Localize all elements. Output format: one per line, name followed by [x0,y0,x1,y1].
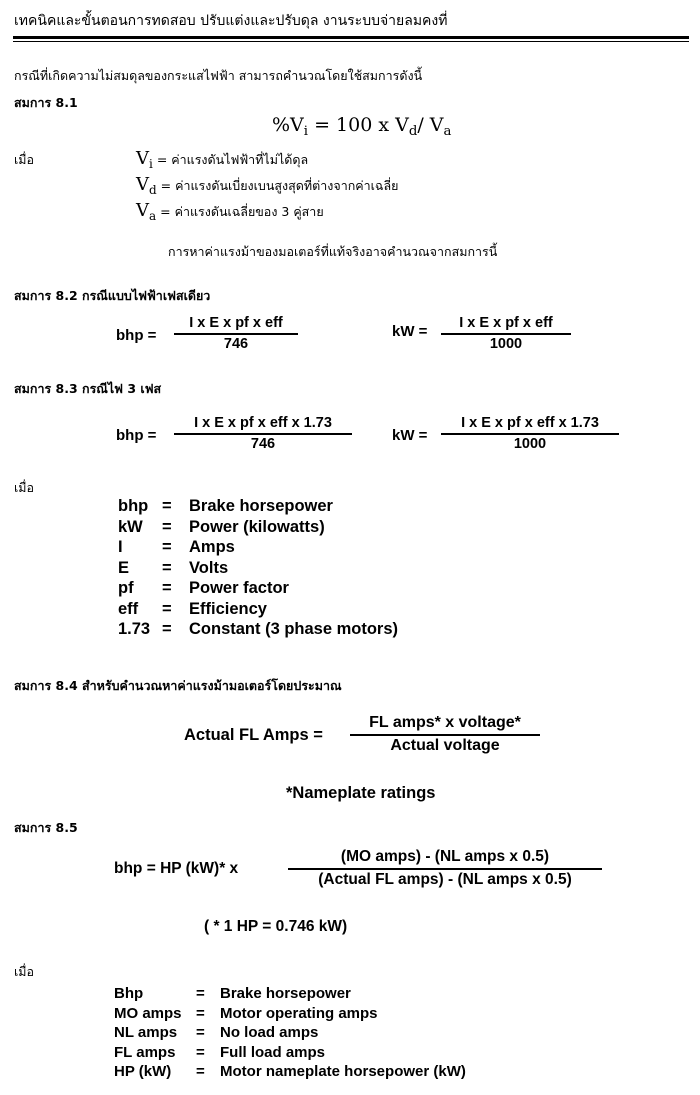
eq85-lhs: bhp = HP (kW)* x [114,860,239,877]
definition-row: E = Volts [118,558,229,577]
eq81-note: การหาค่าแรงม้าของมอเตอร์ที่แท้จริงอาจคำนวณจากสมการนี้ [168,244,498,259]
eq82-bhp-denominator: 746 [223,336,249,352]
definition-row: NL amps = No load amps [114,1024,319,1041]
definition-row: eff = Efficiency [118,599,267,618]
eq85-denominator: (Actual FL amps) - (NL amps x 0.5) [318,871,572,888]
eq82-kw-lhs: kW = [392,323,428,340]
definition-row: 1.73 = Constant (3 phase motors) [118,620,399,638]
definition-row: Bhp = Brake horsepower [114,985,351,1002]
eq83-bhp-numerator: I x E x pf x eff x 1.73 [174,415,352,435]
definition-row: FL amps = Full load amps [114,1043,326,1061]
eq83-kw-lhs: kW = [392,427,428,444]
eq85-where-label: เมื่อ [14,964,35,979]
eq83-where-label: เมื่อ [14,480,35,495]
eq83-kw-denominator: 1000 [513,436,547,452]
eq82-bhp-lhs: bhp = [116,327,157,344]
page-header-title: เทคนิคและขั้นตอนการทดสอบ ปรับแต่งและปรับดุล งานระบบจ่ายลมคงที่ [14,13,448,29]
eq85-definitions [114,984,466,1082]
definition-row: pf = Power factor [118,579,289,597]
eq84-label: สมการ 8.4 สำหรับคำนวณหาค่าแรงม้ามอเตอร์โดยประมาณ [14,678,342,693]
eq81-def-vi: $V_i$ = ค่าแรงดันไฟฟ้าที่ไม่ได้ดุล [136,148,309,171]
eq85-numerator: (MO amps) - (NL amps x 0.5) [288,848,602,870]
eq82-label: สมการ 8.2 กรณีแบบไฟฟ้าเฟสเดียว [14,288,211,303]
eq82-bhp-numerator: I x E x pf x eff [174,315,298,335]
eq81-def-vd: $V_d$ = ค่าแรงดันเบี่ยงเบนสูงสุดที่ต่างจากค่าเฉลี่ย [136,174,399,197]
header-rule-thin [13,41,689,42]
eq82-kw-numerator: I x E x pf x eff [441,315,571,335]
eq84-fraction [350,714,540,755]
eq84-numerator: FL amps* x voltage* [350,714,540,736]
intro-text: กรณีที่เกิดความไม่สมดุลของกระแสไฟฟ้า สามารถคำนวณโดยใช้สมการดังนี้ [14,68,423,83]
eq85-label: สมการ 8.5 [14,820,78,835]
eq83-bhp-denominator: 746 [250,436,276,452]
eq81-label: สมการ 8.1 [14,95,78,110]
eq82-bhp-fraction [174,315,298,352]
eq85-fraction [288,848,602,889]
eq81-def-va: $V_a$ = ค่าแรงดันเฉลี่ยของ 3 คู่สาย [136,200,324,223]
header-rule-thick [13,36,689,39]
eq84-denominator: Actual voltage [390,737,500,754]
definition-row: MO amps = Motor operating amps [114,1004,378,1022]
eq81-formula: $\%V_i = 100$ x $V_d/$ $V_a$ [272,114,452,139]
eq83-label: สมการ 8.3 กรณีไฟ 3 เฟส [14,381,162,396]
eq84-footnote: *Nameplate ratings [286,784,436,802]
eq83-kw-numerator: I x E x pf x eff x 1.73 [441,415,619,435]
eq82-kw-denominator: 1000 [489,336,523,352]
eq83-kw-fraction [441,415,619,452]
eq81-where-label: เมื่อ [14,152,35,167]
eq83-bhp-fraction [174,415,352,452]
eq83-definitions [118,496,398,640]
definition-row: kW = Power (kilowatts) [118,517,325,536]
eq84-lhs: Actual FL Amps = [184,726,323,744]
eq82-kw-fraction [441,315,571,352]
definition-row: bhp = Brake horsepower [118,497,333,515]
definition-row: HP (kW) = Motor nameplate horsepower (kW) [114,1063,466,1080]
eq85-conversion-note: ( * 1 HP = 0.746 kW) [204,918,348,935]
definition-row: I = Amps [118,538,235,556]
eq83-bhp-lhs: bhp = [116,427,157,444]
